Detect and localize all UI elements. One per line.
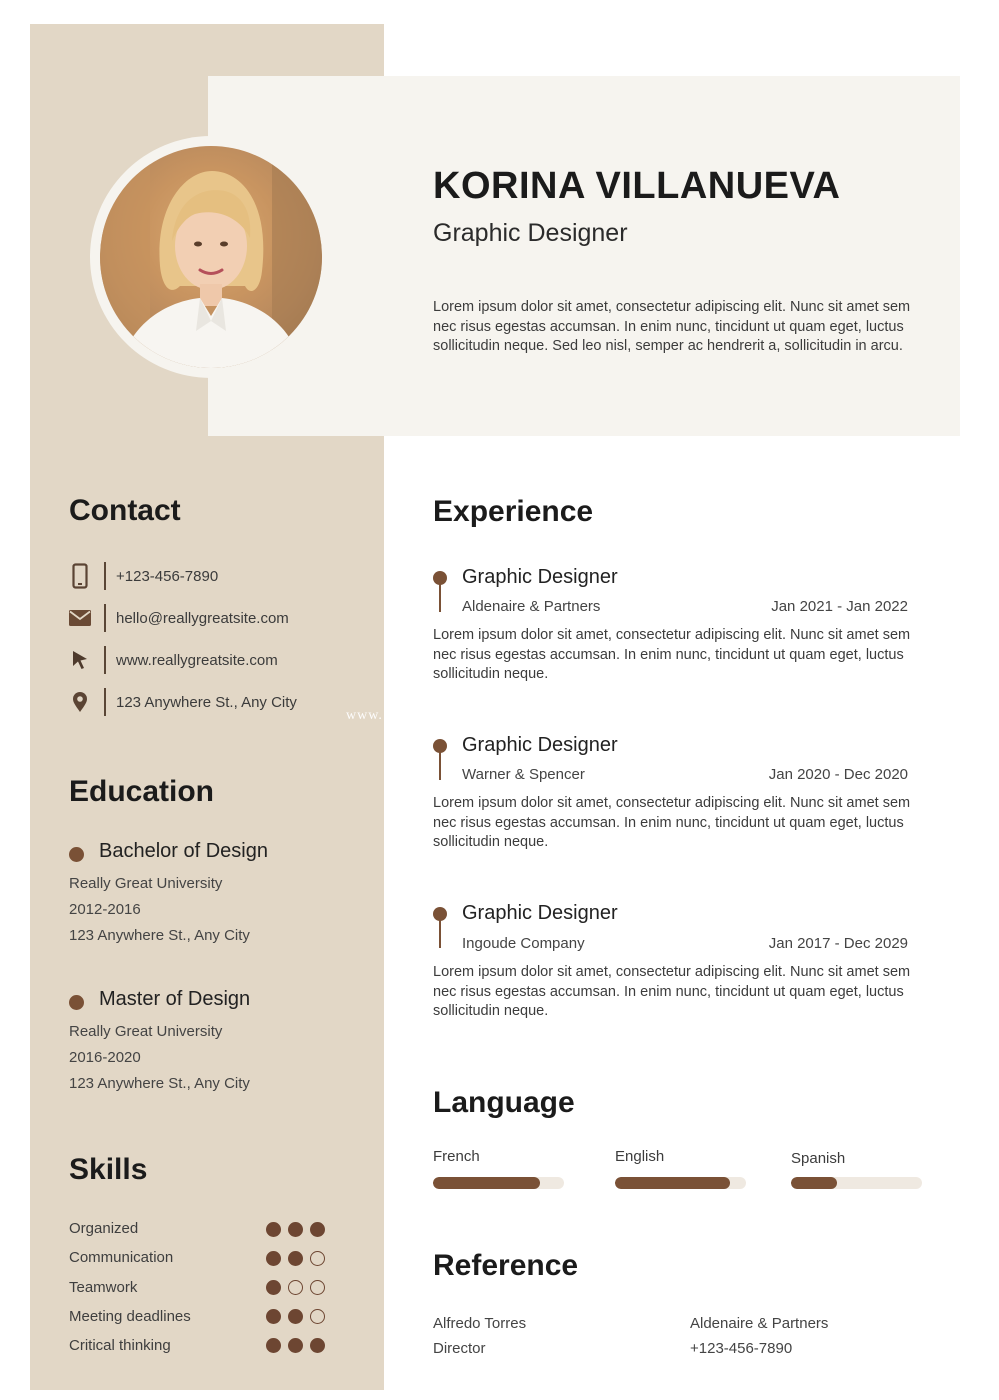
language-bar-fill bbox=[433, 1177, 540, 1189]
skill-name: Organized bbox=[69, 1220, 139, 1237]
skill-dot-filled bbox=[288, 1309, 303, 1324]
language-name: Spanish bbox=[791, 1150, 846, 1167]
watermark: www. bbox=[346, 708, 383, 723]
contact-website-text[interactable]: www.reallygreatsite.com bbox=[116, 651, 278, 669]
reference-name: Alfredo Torres bbox=[433, 1315, 527, 1332]
reference-heading: Reference bbox=[433, 1249, 579, 1282]
contact-divider bbox=[104, 688, 106, 716]
skill-dot-filled bbox=[266, 1222, 281, 1237]
experience-description: Lorem ipsum dolor sit amet, consectetur adipiscing elit. Nunc sit amet sem nec risus egestas accumsan. In enim nunc, tincidunt ut quam eget, luctus sollicitudin neque. bbox=[433, 627, 911, 682]
contact-divider bbox=[104, 604, 106, 632]
timeline-pin-icon bbox=[432, 571, 448, 613]
contact-website bbox=[66, 645, 278, 675]
contact-phone bbox=[66, 561, 218, 591]
skill-name: Meeting deadlines bbox=[69, 1308, 191, 1325]
timeline-pin-icon bbox=[432, 739, 448, 781]
contact-divider bbox=[104, 646, 106, 674]
education-years: 2016-2020 bbox=[69, 1049, 141, 1066]
skill-dot-empty bbox=[310, 1251, 325, 1266]
skill-rating bbox=[266, 1309, 325, 1324]
skill-rating bbox=[266, 1222, 325, 1237]
candidate-name: KORINA VILLANUEVA bbox=[433, 165, 841, 207]
reference-phone[interactable]: +123-456-7890 bbox=[690, 1340, 793, 1357]
profile-photo bbox=[100, 146, 322, 368]
experience-company: Warner & Spencer bbox=[462, 766, 585, 783]
experience-role: Graphic Designer bbox=[462, 734, 618, 756]
reference-company: Aldenaire & Partners bbox=[690, 1315, 829, 1332]
bullet-icon bbox=[69, 847, 84, 862]
skill-rating bbox=[266, 1280, 325, 1295]
contact-heading: Contact bbox=[69, 494, 181, 527]
skills-heading: Skills bbox=[69, 1153, 148, 1186]
email-icon bbox=[66, 604, 94, 632]
skill-name: Teamwork bbox=[69, 1279, 138, 1296]
phone-icon bbox=[66, 562, 94, 590]
skill-dot-empty bbox=[310, 1280, 325, 1295]
bullet-icon bbox=[69, 995, 84, 1010]
skill-name: Critical thinking bbox=[69, 1337, 171, 1354]
experience-dates: Jan 2020 - Dec 2020 bbox=[768, 766, 908, 783]
skill-dot-filled bbox=[310, 1338, 325, 1353]
language-bar bbox=[433, 1177, 564, 1189]
profile-summary: Lorem ipsum dolor sit amet, consectetur adipiscing elit. Nunc sit amet sem nec risus egestas accumsan. In enim nunc, tincidunt ut quam eget, luctus sollicitudin neque. Sed leo nisl, semper ac hendrerit a, sollicitudin in arcu. bbox=[433, 299, 911, 354]
skill-dot-empty bbox=[288, 1280, 303, 1295]
reference-position: Director bbox=[433, 1340, 486, 1357]
skill-dot-filled bbox=[266, 1251, 281, 1266]
skill-dot-empty bbox=[310, 1309, 325, 1324]
experience-company: Aldenaire & Partners bbox=[462, 598, 601, 615]
skill-dot-filled bbox=[266, 1280, 281, 1295]
language-heading: Language bbox=[433, 1086, 575, 1119]
language-bar-fill bbox=[791, 1177, 837, 1189]
skill-rating bbox=[266, 1338, 325, 1353]
experience-company: Ingoude Company bbox=[462, 935, 585, 952]
experience-role: Graphic Designer bbox=[462, 902, 618, 924]
experience-role: Graphic Designer bbox=[462, 566, 618, 588]
language-bar-fill bbox=[615, 1177, 730, 1189]
experience-heading: Experience bbox=[433, 495, 594, 528]
skill-dot-filled bbox=[288, 1338, 303, 1353]
cursor-icon bbox=[66, 646, 94, 674]
contact-address-text: 123 Anywhere St., Any City bbox=[116, 693, 297, 711]
experience-description: Lorem ipsum dolor sit amet, consectetur adipiscing elit. Nunc sit amet sem nec risus egestas accumsan. In enim nunc, tincidunt ut quam eget, luctus sollicitudin neque. bbox=[433, 964, 911, 1019]
education-years: 2012-2016 bbox=[69, 901, 141, 918]
timeline-pin-icon bbox=[432, 907, 448, 949]
skill-dot-filled bbox=[266, 1338, 281, 1353]
education-heading: Education bbox=[69, 775, 215, 808]
location-pin-icon bbox=[66, 688, 94, 716]
skill-dot-filled bbox=[310, 1222, 325, 1237]
contact-phone-text[interactable]: +123-456-7890 bbox=[116, 567, 219, 585]
language-bar bbox=[791, 1177, 922, 1189]
language-name: English bbox=[615, 1148, 665, 1165]
contact-email-text[interactable]: hello@reallygreatsite.com bbox=[116, 609, 289, 627]
skill-dot-filled bbox=[288, 1251, 303, 1266]
education-school: Really Great University bbox=[69, 875, 223, 892]
language-name: French bbox=[433, 1148, 480, 1165]
education-address: 123 Anywhere St., Any City bbox=[69, 927, 250, 944]
candidate-role: Graphic Designer bbox=[433, 219, 628, 247]
skill-dot-filled bbox=[266, 1309, 281, 1324]
skill-rating bbox=[266, 1251, 325, 1266]
education-address: 123 Anywhere St., Any City bbox=[69, 1075, 250, 1092]
experience-description: Lorem ipsum dolor sit amet, consectetur adipiscing elit. Nunc sit amet sem nec risus egestas accumsan. In enim nunc, tincidunt ut quam eget, luctus sollicitudin neque. bbox=[433, 795, 911, 850]
education-degree: Master of Design bbox=[99, 988, 251, 1010]
contact-address bbox=[66, 687, 297, 717]
education-school: Really Great University bbox=[69, 1023, 223, 1040]
skill-name: Communication bbox=[69, 1249, 174, 1266]
experience-dates: Jan 2017 - Dec 2029 bbox=[768, 935, 908, 952]
skill-dot-filled bbox=[288, 1222, 303, 1237]
experience-dates: Jan 2021 - Jan 2022 bbox=[771, 598, 908, 615]
education-degree: Bachelor of Design bbox=[99, 840, 268, 862]
language-bar bbox=[615, 1177, 746, 1189]
contact-email bbox=[66, 603, 289, 633]
contact-divider bbox=[104, 562, 106, 590]
